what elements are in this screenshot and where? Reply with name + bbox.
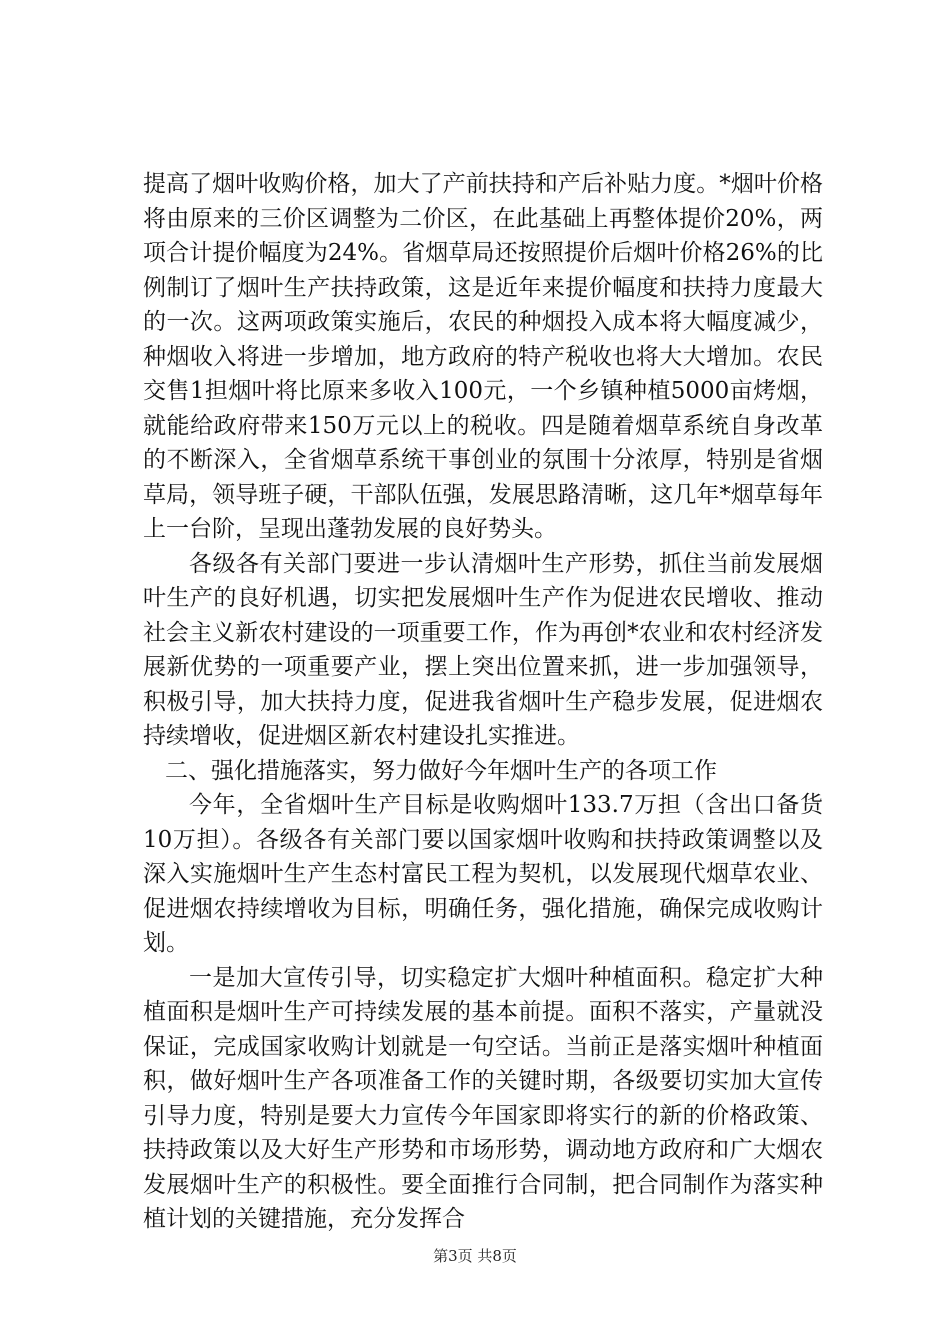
section-heading: 二、强化措施落实，努力做好今年烟叶生产的各项工作 — [165, 757, 717, 784]
page-footer: 第3页 共8页 — [433, 1247, 517, 1265]
paragraph-measure-one: 一是加大宣传引导，切实稳定扩大烟叶种植面积。稳定扩大种植面积是烟叶生产可持续发展的基本前提。面积不落实，产量就没保证，完成国家收购计划就是一句空话。当前正是落实烟叶种植面积，做好烟叶生产各项准备工作的关键时期，各级要切实加大宣传引导力度，特别是要大力宣传今年国家即将实行的新的价格政策、扶持政策以及大好生产形势和市场形势，调动地方政府和广大烟农发展烟叶生产的积极性。要全面推行合同制，把合同制作为落实种植计划的关键措施，充分发挥合 — [143, 964, 823, 1232]
paragraph-continuation: 提高了烟叶收购价格，加大了产前扶持和产后补贴力度。*烟叶价格将由原来的三价区调整为二价区，在此基础上再整体提价20%，两项合计提价幅度为24%。省烟草局还按照提价后烟叶价格26%的比例制订了烟叶生产扶持政策，这是近年来提价幅度和扶持力度最大的一次。这两项政策实施后，农民的种烟投入成本将大幅度减少，种烟收入将进一步增加，地方政府的特产税收也将大大增加。农民交售1担烟叶将比原来多收入100元，一个乡镇种植5000亩烤烟，就能给政府带来150万元以上的税收。四是随着烟草系统自身改革的不断深入，全省烟草系统干事创业的氛围十分浓厚，特别是省烟草局，领导班子硬，干部队伍强，发展思路清晰，这几年*烟草每年上一台阶，呈现出蓬勃发展的良好势头。 — [143, 171, 823, 542]
paragraph-policy-guidance: 各级各有关部门要进一步认清烟叶生产形势，抓住当前发展烟叶生产的良好机遇，切实把发展烟叶生产作为促进农民增收、推动社会主义新农村建设的一项重要工作，作为再创*农业和农村经济发展新优势的一项重要产业，摆上突出位置来抓，进一步加强领导，积极引导，加大扶持力度，促进我省烟叶生产稳步发展，促进烟农持续增收，促进烟区新农村建设扎实推进。 — [143, 550, 823, 749]
document-body — [143, 167, 823, 1237]
paragraph-production-target: 今年，全省烟叶生产目标是收购烟叶133.7万担（含出口备货10万担）。各级各有关部门要以国家烟叶收购和扶持政策调整以及深入实施烟叶生产生态村富民工程为契机，以发展现代烟草农业、促进烟农持续增收为目标，明确任务，强化措施，确保完成收购计划。 — [143, 792, 823, 956]
